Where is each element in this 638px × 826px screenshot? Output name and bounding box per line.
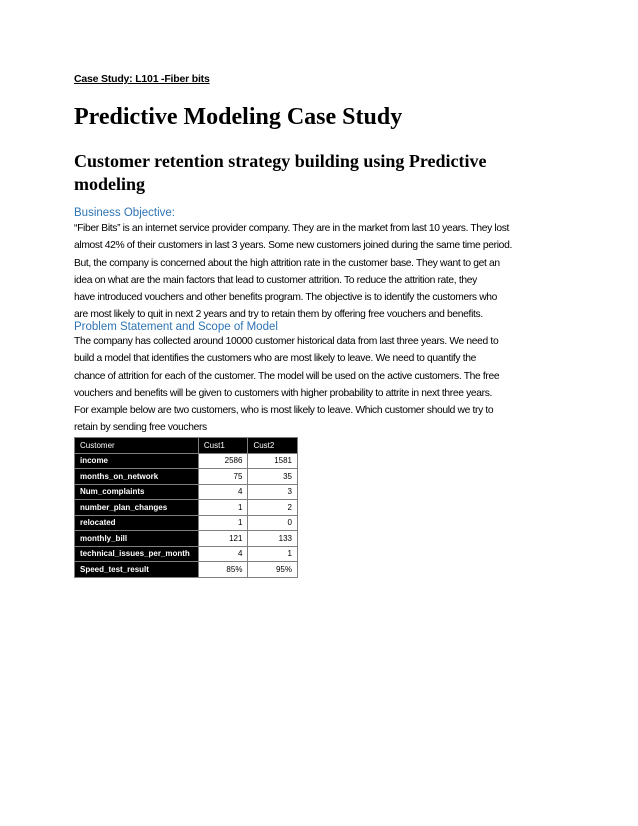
cust2-value: 2 <box>248 500 298 516</box>
row-label: monthly_bill <box>75 531 199 547</box>
table-row <box>75 562 298 578</box>
paragraph-line: chance of attrition for each of the customer. The model will be used on the active customers. The free <box>74 370 500 382</box>
cust1-value: 85% <box>198 562 248 578</box>
paragraph-line: “Fiber Bits” is an internet service provider company. They are in the market from last 10 years. They lost <box>74 223 510 234</box>
cust1-value: 4 <box>198 484 248 500</box>
row-label: relocated <box>75 515 199 531</box>
table-header-row <box>75 438 298 454</box>
business-objective-heading: Business Objective: <box>74 207 175 219</box>
cust2-value: 35 <box>248 469 298 485</box>
table-row <box>75 515 298 531</box>
row-label: technical_issues_per_month <box>75 546 199 562</box>
cust1-value: 75 <box>198 469 248 485</box>
cust1-value: 2586 <box>198 453 248 469</box>
table-row <box>75 531 298 547</box>
cust2-value: 133 <box>248 531 298 547</box>
paragraph-line: have introduced vouchers and other benefits program. The objective is to identify the customers who <box>74 292 498 304</box>
paragraph-line: are most likely to quit in next 2 years and try to retain them by offering free vouchers and benefits. <box>74 309 483 321</box>
table-row <box>75 453 298 469</box>
column-header-cust2: Cust2 <box>248 438 298 454</box>
cust1-value: 121 <box>198 531 248 547</box>
row-label: Num_complaints <box>75 484 199 500</box>
table-row <box>75 469 298 485</box>
paragraph-line: vouchers and benefits will be given to customers with higher probability to attrite in next three years. <box>74 387 493 399</box>
cust2-value: 3 <box>248 484 298 500</box>
cust2-value: 95% <box>248 562 298 578</box>
cust1-value: 4 <box>198 546 248 562</box>
page-title: Predictive Modeling Case Study <box>74 104 403 130</box>
column-header-customer: Customer <box>75 438 199 454</box>
cust2-value: 1581 <box>248 453 298 469</box>
table-row <box>75 546 298 562</box>
problem-statement-paragraph <box>74 333 574 437</box>
cust1-value: 1 <box>198 515 248 531</box>
row-label: income <box>75 453 199 469</box>
problem-statement-heading: Problem Statement and Scope of Model <box>74 321 278 333</box>
paragraph-line: For example below are two customers, who is most likely to leave. Which customer should we try to <box>74 405 494 417</box>
column-header-cust1: Cust1 <box>198 438 248 454</box>
business-objective-paragraph <box>74 220 574 324</box>
paragraph-line: But, the company is concerned about the high attrition rate in the customer base. They want to get an <box>74 257 500 269</box>
row-label: months_on_network <box>75 469 199 485</box>
page-subtitle: Customer retention strategy building using Predictive modeling <box>74 151 487 194</box>
paragraph-line: idea on what are the main factors that lead to customer attrition. To reduce the attrition rate, they <box>74 274 477 286</box>
table-row <box>75 500 298 516</box>
row-label: Speed_test_result <box>75 562 199 578</box>
row-label: number_plan_changes <box>75 500 199 516</box>
cust2-value: 0 <box>248 515 298 531</box>
cust1-value: 1 <box>198 500 248 516</box>
table-row <box>75 484 298 500</box>
cust2-value: 1 <box>248 546 298 562</box>
paragraph-line: build a model that identifies the customers who are most likely to leave. We need to quantify the <box>74 353 476 365</box>
case-study-label: Case Study: L101 -Fiber bits <box>74 73 210 85</box>
paragraph-line: almost 42% of their customers in last 3 years. Some new customers joined during the same time period. <box>74 240 512 252</box>
customer-comparison-table <box>74 437 298 578</box>
paragraph-line: The company has collected around 10000 customer historical data from last three years. We need to <box>74 336 499 347</box>
paragraph-line: retain by sending free vouchers <box>74 422 207 434</box>
